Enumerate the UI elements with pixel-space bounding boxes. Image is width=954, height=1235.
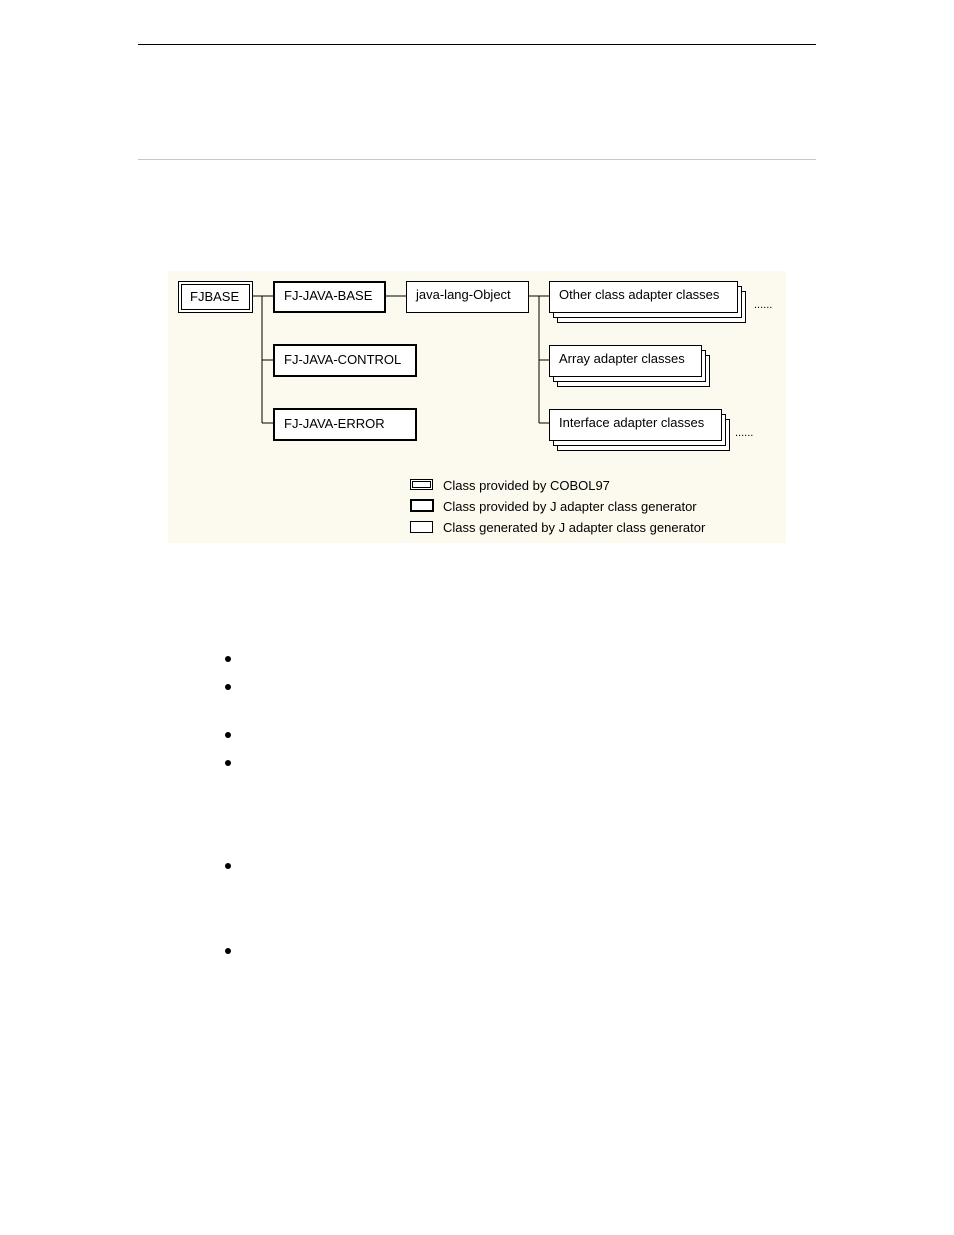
legend-label-cobol97: Class provided by COBOL97 <box>443 478 610 493</box>
interface-adapters-ellipsis: ...... <box>735 427 754 439</box>
other-adapters-ellipsis: ...... <box>754 299 773 311</box>
bullet-marker <box>225 732 231 738</box>
fj-java-control-node <box>274 345 416 376</box>
bullet-marker <box>225 863 231 869</box>
legend-item-cobol97 <box>411 478 610 493</box>
legend <box>411 478 706 535</box>
array-adapters-node <box>550 346 710 387</box>
legend-label-j-adapter-generated: Class generated by J adapter class generator <box>443 520 706 535</box>
legend-item-j-adapter-generated <box>411 520 706 535</box>
array-adapters-label: Array adapter classes <box>559 351 685 366</box>
bullet-marker <box>225 684 231 690</box>
fj-java-base-node <box>274 282 385 312</box>
diagram-canvas <box>168 271 786 543</box>
interface-adapters-label: Interface adapter classes <box>559 415 705 430</box>
header-rule <box>138 44 816 45</box>
bullet-marker <box>225 656 231 662</box>
fj-java-control-label: FJ-JAVA-CONTROL <box>284 352 402 367</box>
fj-java-error-node <box>274 409 416 440</box>
fj-java-error-label: FJ-JAVA-ERROR <box>284 416 385 431</box>
fjbase-node <box>179 282 253 313</box>
bullet-marker <box>225 760 231 766</box>
other-class-adapters-node <box>550 282 746 323</box>
fj-java-base-label: FJ-JAVA-BASE <box>284 288 373 303</box>
section-rule <box>138 159 816 160</box>
bullet-marker <box>225 948 231 954</box>
java-lang-object-label: java-lang-Object <box>416 287 511 302</box>
interface-adapters-node <box>550 410 730 451</box>
fjbase-label: FJBASE <box>190 289 240 304</box>
legend-item-j-adapter-provided <box>411 499 697 514</box>
legend-label-j-adapter-provided: Class provided by J adapter class generator <box>443 499 697 514</box>
class-hierarchy-diagram <box>168 271 786 543</box>
other-class-adapters-label: Other class adapter classes <box>559 287 720 302</box>
java-lang-object-node <box>407 282 529 313</box>
